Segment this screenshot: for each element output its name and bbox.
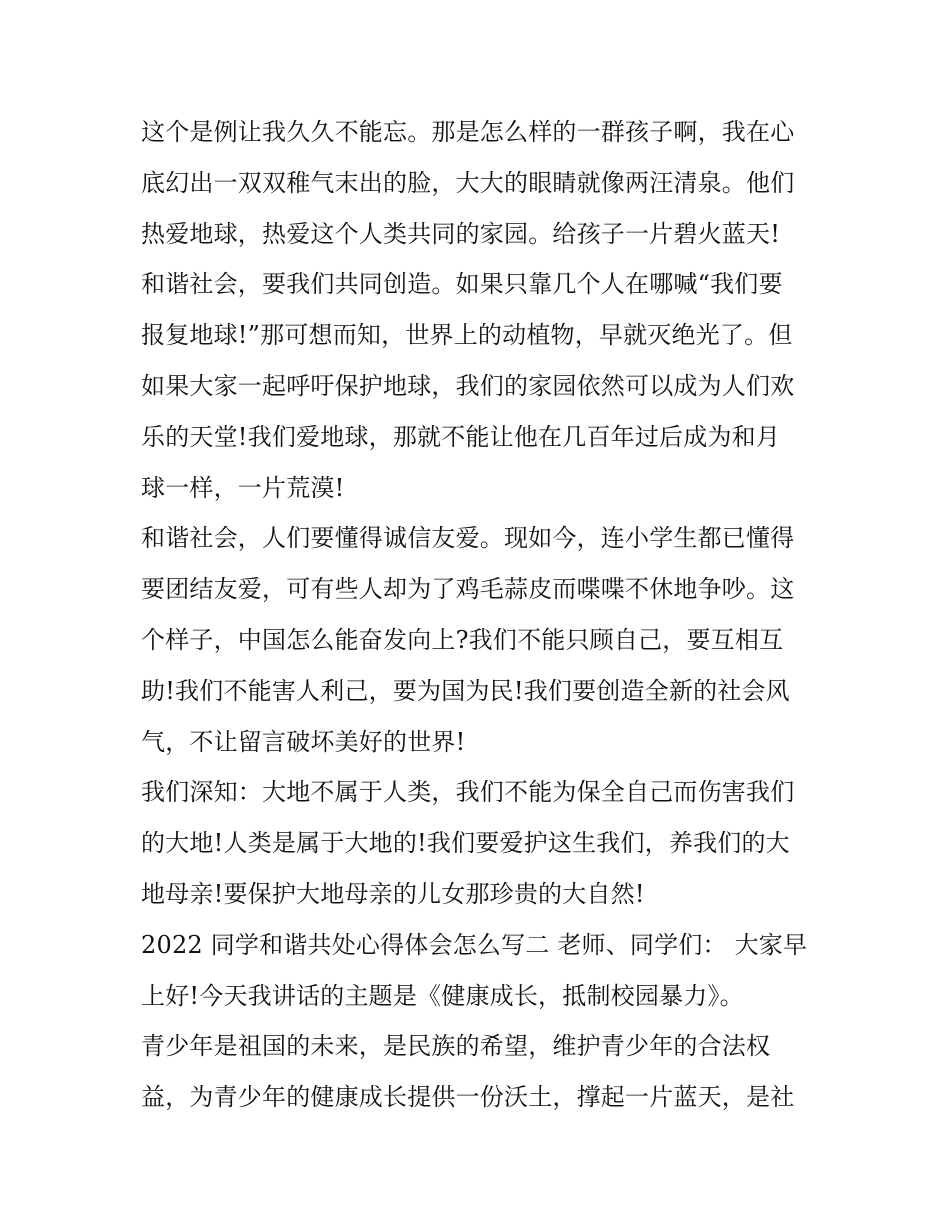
text-line: 我们深知：大地不属于人类，我们不能为保全自己而伤害我们 [141,778,795,807]
text-line: 个样子，中国怎么能奋发向上?我们不能只顾自己，要互相互 [141,625,784,654]
text-line: 和谐社会，人们要懂得诚信友爱。现如今，连小学生都已懂得 [141,524,795,553]
text-line: 助!我们不能害人利己，要为国为民!我们要创造全新的社会风 [141,676,790,705]
text-line: 这个是例让我久久不能忘。那是怎么样的一群孩子啊，我在心 [141,118,795,146]
text-line: 益，为青少年的健康成长提供一份沃土，撑起一片蓝天，是社 [141,1083,795,1112]
document-body [141,107,821,1123]
text-line: 球一样，一片荒漠! [141,473,345,502]
text-line: 要团结友爱，可有些人却为了鸡毛蒜皮而喋喋不休地争吵。这 [141,575,795,604]
text-line: 如果大家一起呼吁保护地球，我们的家园依然可以成为人们欢 [141,371,795,400]
text-line: 和谐社会，要我们共同创造。如果只靠几个人在哪喊“我们要 [141,270,783,299]
text-line: 热爱地球，热爱这个人类共同的家园。给孩子一片碧火蓝天! [141,219,781,248]
text-line: 报复地球!”那可想而知，世界上的动植物，早就灭绝光了。但 [141,321,793,350]
text-line: 地母亲!要保护大地母亲的儿女那珍贵的大自然! [141,879,645,908]
text-line: 气，不让留言破坏美好的世界! [141,727,466,756]
text-line: 的大地!人类是属于大地的!我们要爱护这生我们，养我们的大 [141,829,790,858]
text-line: 2022 同学和谐共处心得体会怎么写二 老师、同学们： 大家早 [141,930,808,959]
text-line: 底幻出一双双稚气末出的脸，大大的眼睛就像两汪清泉。他们 [141,168,795,197]
text-line: 青少年是祖国的未来，是民族的希望，维护青少年的合法权 [141,1032,771,1061]
text-line: 上好!今天我讲话的主题是《健康成长，抵制校园暴力》。 [141,981,744,1010]
text-line: 乐的天堂!我们爱地球，那就不能让他在几百年过后成为和月 [141,422,781,451]
